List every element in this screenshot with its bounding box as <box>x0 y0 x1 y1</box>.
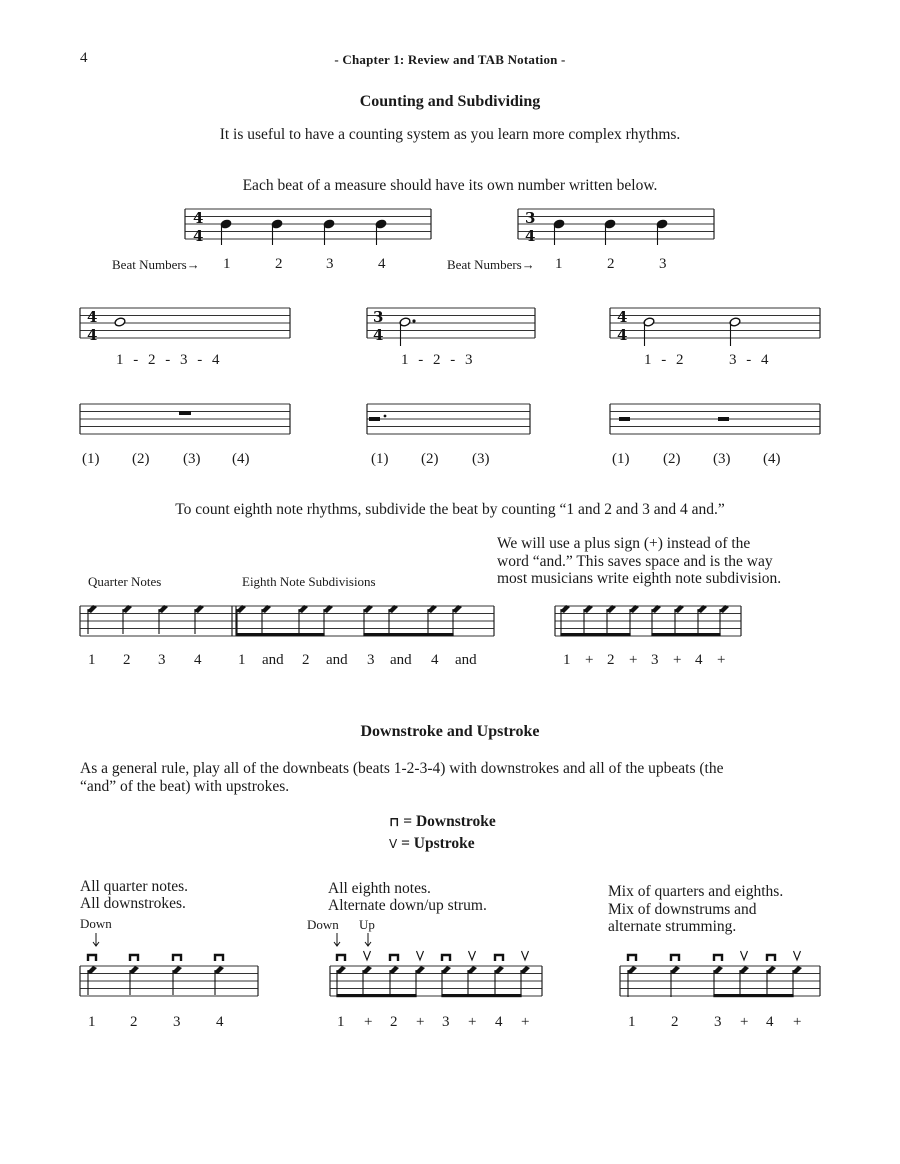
beam <box>560 633 630 636</box>
downstroke-mark <box>628 955 636 961</box>
upstroke-mark <box>417 951 424 960</box>
rest <box>619 417 630 421</box>
count-label: 3 <box>651 652 659 668</box>
rest <box>179 411 191 415</box>
dotted-half-count: 1 - 2 - 3 <box>401 352 473 368</box>
page-number: 4 <box>80 50 88 66</box>
upstroke-mark <box>794 951 801 960</box>
count-label: 1 <box>88 1014 96 1030</box>
strokes-rule: As a general rule, play all of the downbeats (beats 1-2-3-4) with downstrokes and all of the upbeats (the “and” of the beat) with upstrokes. <box>80 760 724 795</box>
beat-count: 2 <box>275 256 283 272</box>
eighth-subdivisions-label: Eighth Note Subdivisions <box>242 574 376 589</box>
time-signature: 4 <box>193 227 204 245</box>
time-signature: 3 <box>525 209 536 227</box>
time-signature: 4 <box>87 308 98 326</box>
downstroke-mark <box>714 955 722 961</box>
rest-count: (3) <box>713 451 731 467</box>
section-title-counting: Counting and Subdividing <box>359 93 541 110</box>
chapter-title: - Chapter 1: Review and TAB Notation - <box>334 52 566 67</box>
plus-sign-note: We will use a plus sign (+) instead of the word “and.” This saves space and is the way most musicians write eighth note subdivision. <box>497 535 782 587</box>
beat-count: 4 <box>378 256 386 272</box>
downstroke-mark <box>390 955 398 961</box>
count-label: and <box>262 652 284 668</box>
count-label: 2 <box>671 1014 679 1030</box>
beat-count: 3 <box>326 256 334 272</box>
rest <box>369 417 380 421</box>
count-label: and <box>455 652 477 668</box>
upstroke-mark <box>364 951 371 960</box>
count-label: 1 <box>337 1014 345 1030</box>
down-label: Down <box>307 917 339 932</box>
example-3-text: Mix of quarters and eighths. Mix of downstrums and alternate strumming. <box>608 883 784 935</box>
count-label: 3 <box>442 1014 450 1030</box>
count-label: + <box>673 652 682 668</box>
downstroke-mark <box>337 955 345 961</box>
count-label: 1 <box>628 1014 636 1030</box>
rest-count: (2) <box>421 451 439 467</box>
time-signature: 4 <box>193 209 204 227</box>
upstroke-mark <box>469 951 476 960</box>
augmentation-dot <box>412 319 415 322</box>
rest-count: (4) <box>763 451 781 467</box>
time-signature: 3 <box>373 308 384 326</box>
rest-count: (1) <box>371 451 389 467</box>
count-label: 1 <box>88 652 96 668</box>
time-signature: 4 <box>373 326 384 344</box>
downstroke-mark <box>671 955 679 961</box>
beat-count: 1 <box>555 256 563 272</box>
beam <box>651 633 720 636</box>
half-notes-count: 1 - 2 <box>644 352 684 368</box>
count-label: + <box>521 1014 530 1030</box>
example-1-text: All quarter notes. All downstrokes. <box>80 878 189 912</box>
count-label: 4 <box>695 652 703 668</box>
downstroke-mark <box>767 955 775 961</box>
half-notes-count: 3 - 4 <box>729 352 769 368</box>
downstroke-mark <box>88 955 96 961</box>
time-signature: 4 <box>87 326 98 344</box>
down-label: Down <box>80 916 112 931</box>
time-signature: 4 <box>617 308 628 326</box>
count-label: 3 <box>367 652 375 668</box>
count-label: + <box>468 1014 477 1030</box>
beat-numbers-text: Each beat of a measure should have its own number written below. <box>242 177 658 194</box>
downstroke-mark <box>130 955 138 961</box>
count-label: 2 <box>390 1014 398 1030</box>
upstroke-mark <box>522 951 529 960</box>
time-signature: 4 <box>525 227 536 245</box>
downstroke-symbol: ⊓ <box>389 815 400 830</box>
stroke-legend: ⊓ = Downstroke V = Upstroke <box>389 813 496 852</box>
rest-count: (1) <box>82 451 100 467</box>
count-label: + <box>364 1014 373 1030</box>
quarter-notes-label: Quarter Notes <box>88 574 162 589</box>
beat-count: 3 <box>659 256 667 272</box>
count-label: 2 <box>302 652 310 668</box>
count-label: + <box>793 1014 802 1030</box>
count-label: and <box>326 652 348 668</box>
rest-count: (4) <box>232 451 250 467</box>
rest-count: (2) <box>132 451 150 467</box>
count-label: 4 <box>495 1014 503 1030</box>
downstroke-mark <box>442 955 450 961</box>
count-label: 3 <box>158 652 166 668</box>
count-label: 2 <box>130 1014 138 1030</box>
beat-numbers-label: Beat Numbers→ <box>447 257 535 272</box>
rest-count: (2) <box>663 451 681 467</box>
note-head <box>114 317 126 327</box>
example-2-text: All eighth notes. Alternate down/up strum. <box>328 880 487 914</box>
beat-count: 2 <box>607 256 615 272</box>
beam <box>363 633 453 636</box>
count-label: 4 <box>216 1014 224 1030</box>
whole-note-count: 1 - 2 - 3 - 4 <box>116 352 220 368</box>
count-label: 4 <box>431 652 439 668</box>
eighth-note-text: To count eighth note rhythms, subdivide the beat by counting “1 and 2 and 3 and 4 and.” <box>175 501 725 518</box>
rest-count: (3) <box>183 451 201 467</box>
beat-count: 1 <box>223 256 231 272</box>
up-label: Up <box>359 917 375 932</box>
count-label: + <box>717 652 726 668</box>
rest-count: (1) <box>612 451 630 467</box>
upstroke-symbol: V <box>389 837 398 851</box>
counting-intro: It is useful to have a counting system as you learn more complex rhythms. <box>219 126 681 143</box>
downstroke-mark <box>495 955 503 961</box>
rest-count: (3) <box>472 451 490 467</box>
count-label: 1 <box>238 652 246 668</box>
beam <box>441 994 521 997</box>
beam <box>236 633 324 636</box>
augmentation-dot <box>384 415 387 418</box>
count-label: 3 <box>173 1014 181 1030</box>
count-label: + <box>416 1014 425 1030</box>
section-title-strokes: Downstroke and Upstroke <box>360 723 540 740</box>
count-label: + <box>585 652 594 668</box>
count-label: + <box>629 652 638 668</box>
beam <box>336 994 416 997</box>
beam <box>713 994 793 997</box>
count-label: 4 <box>194 652 202 668</box>
beat-numbers-label: Beat Numbers→ <box>112 257 200 272</box>
rest <box>718 417 729 421</box>
count-label: 2 <box>123 652 131 668</box>
downstroke-mark <box>173 955 181 961</box>
count-label: and <box>390 652 412 668</box>
upstroke-mark <box>741 951 748 960</box>
count-label: + <box>740 1014 749 1030</box>
count-label: 1 <box>563 652 571 668</box>
count-label: 3 <box>714 1014 722 1030</box>
count-label: 4 <box>766 1014 774 1030</box>
count-label: 2 <box>607 652 615 668</box>
time-signature: 4 <box>617 326 628 344</box>
downstroke-mark <box>215 955 223 961</box>
